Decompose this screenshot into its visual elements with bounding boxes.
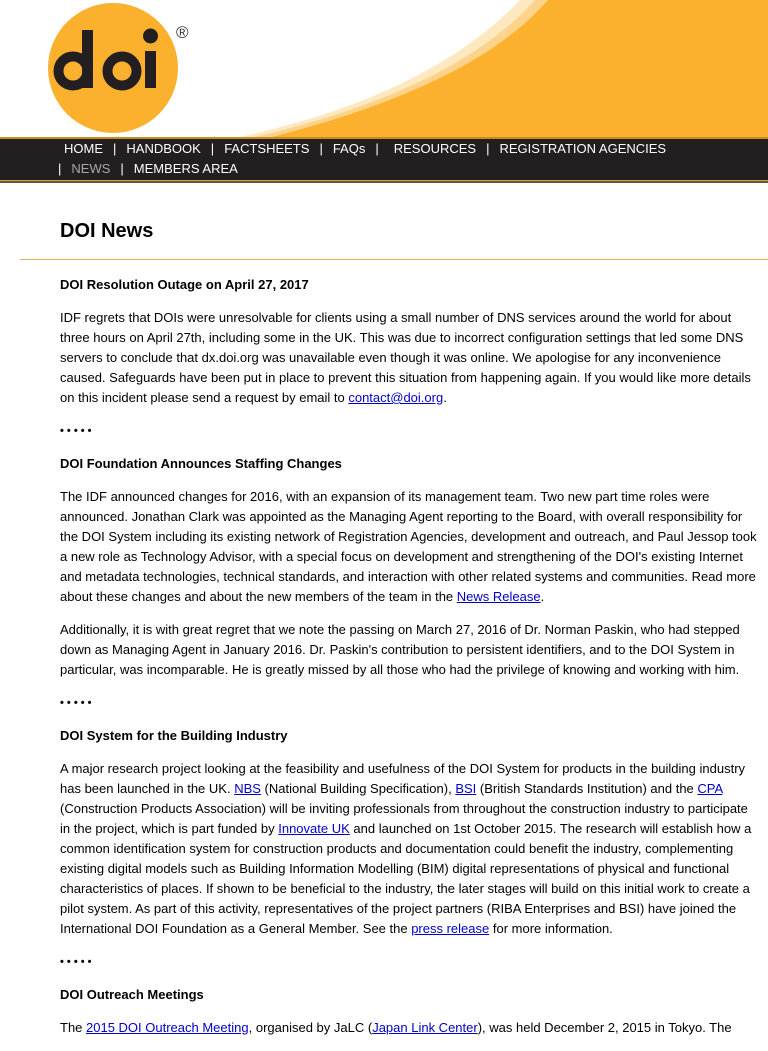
nav-item-handbook[interactable]: HANDBOOK: [126, 141, 201, 156]
nav-separator: |: [375, 141, 379, 156]
news-body: [60, 308, 760, 408]
news-separator-dots: • • • • •: [60, 425, 92, 437]
body-text: .: [443, 390, 447, 405]
nav-item-faqs[interactable]: FAQs: [332, 141, 366, 156]
news-separator-dots: • • • • •: [60, 956, 92, 968]
body-text: IDF regrets that DOIs were unresolvable for clients using a small number of DNS services around the world for about three hours on April 27th, including some in the UK. This was due to incorrect configuration settings that led some DNS servers to conclude that dx.doi.org was unavailable even though it was online. We apologise for any inconvenience caused. Safeguards have been put in place to prevent this situation from happening again. If you would like more details on this incident please send a request by email to: [60, 310, 751, 405]
cpa-link[interactable]: CPA: [697, 781, 723, 796]
japan-link-center-link[interactable]: Japan Link Center: [372, 1020, 478, 1035]
nav-separator: |: [113, 141, 117, 156]
nav-separator: |: [486, 141, 490, 156]
news-body: [60, 487, 760, 607]
bsi-link[interactable]: BSI: [455, 781, 477, 796]
contact-email-link[interactable]: contact@doi.org: [348, 390, 444, 405]
page-title: DOI News: [60, 220, 154, 242]
nbs-link[interactable]: NBS: [234, 781, 261, 796]
nav-item-home[interactable]: HOME: [64, 141, 103, 156]
news-separator-dots: • • • • •: [60, 697, 92, 709]
title-divider: [20, 259, 768, 260]
nav-item-news[interactable]: NEWS: [71, 161, 111, 176]
news-body: Additionally, it is with great regret that we note the passing on March 27, 2016 of Dr. Norman Paskin, who had stepped down as Managing Agent in January 2016. Dr. Paskin's contribution to persistent identifiers, and to the DOI System in particular, was incomparable. He is greatly missed by all those who had the privilege of knowing and working with him.: [60, 622, 740, 677]
nav-item-factsheets[interactable]: FACTSHEETS: [224, 141, 310, 156]
doi-logo[interactable]: [48, 3, 178, 133]
nav-row-primary: [64, 141, 666, 157]
registered-trademark-mark: ®: [176, 23, 189, 42]
body-text: .: [540, 589, 545, 604]
news-body: [60, 759, 760, 939]
body-text: for more information.: [489, 921, 613, 936]
news-headline-building-industry: DOI System for the Building Industry: [60, 728, 288, 743]
body-text: A major research project looking at the feasibility and usefulness of the DOI System for products in the building industry has been launched in the UK.: [60, 761, 746, 796]
news-body: [60, 1018, 760, 1038]
body-text: and launched on 1st October 2015. The research will establish how a common identification system for construction products and documentation could benefit the industry, complementing existing digital models such as Building Information Modelling (BIM) digital representations of physical and functional characteristics of places. If shown to be beneficial to the industry, the later stages will build on this initial work to create a pilot system. As part of this activity, representatives of the project partners (RIBA Enterprises and BSI) have joined the International DOI Foundation as a General Member. See the: [60, 821, 752, 936]
body-text: The IDF announced changes for 2016, with an expansion of its management team. Two new part time roles were announced. Jonathan Clark was appointed as the Managing Agent reporting to the Board, with overall responsibility for the DOI System including its existing network of Registration Agencies, development and outreach, and Paul Jessop took a new role as Technology Advisor, with a special focus on development and strengthening of the DOI's existing Internet and metadata technologies, technical standards, and interaction with other related systems and communities. Read more about these changes and about the new members of the team in the: [60, 489, 757, 604]
innovate-uk-link[interactable]: Innovate UK: [278, 821, 350, 836]
nav-separator: |: [58, 161, 62, 176]
news-release-link[interactable]: News Release: [456, 589, 541, 604]
news-headline-staffing-changes: DOI Foundation Announces Staffing Changes: [60, 456, 342, 471]
body-text: , organised by JaLC (: [248, 1020, 373, 1035]
press-release-link[interactable]: press release: [411, 921, 490, 936]
body-text: (National Building Specification),: [260, 781, 456, 796]
outreach-meeting-link[interactable]: 2015 DOI Outreach Meeting: [86, 1020, 249, 1035]
nav-separator: |: [210, 141, 215, 156]
nav-item-members-area[interactable]: MEMBERS AREA: [133, 161, 238, 176]
nav-bottom-border: [0, 181, 768, 183]
nav-item-registration-agencies[interactable]: REGISTRATION AGENCIES: [499, 141, 667, 156]
nav-separator: |: [120, 161, 124, 176]
nav-row-secondary: [56, 161, 238, 177]
body-text: ), was held December 2, 2015 in Tokyo. The: [477, 1020, 732, 1035]
nav-separator: |: [319, 141, 323, 156]
site-header: [0, 0, 768, 137]
news-headline-outreach-meetings: DOI Outreach Meetings: [60, 987, 204, 1002]
body-text: (Construction Products Association) will be inviting professionals from throughout the construction industry to participate in the project, which is part funded by: [60, 801, 748, 836]
body-text: The: [60, 1020, 87, 1035]
news-headline-resolution-outage: DOI Resolution Outage on April 27, 2017: [60, 277, 309, 292]
news-list: [60, 275, 760, 1051]
nav-item-resources[interactable]: RESOURCES: [393, 141, 477, 156]
body-text: (British Standards Institution) and the: [476, 781, 698, 796]
main-navigation: [0, 139, 768, 181]
